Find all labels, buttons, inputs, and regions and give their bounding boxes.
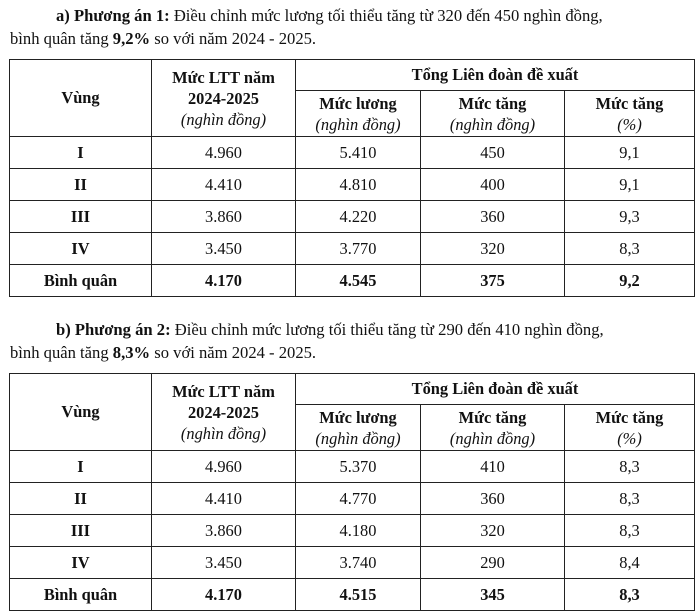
region-cell: II [10, 483, 152, 515]
pct-cell: 8,4 [565, 547, 695, 579]
region-cell: IV [10, 547, 152, 579]
section-b-label: b) [56, 320, 71, 339]
total-pct-cell: 9,2 [565, 265, 695, 297]
header-salary-label: Mức lương [319, 407, 397, 427]
header-base-unit: (nghìn đồng) [180, 423, 267, 443]
header-base-l1: Mức LTT năm [172, 67, 275, 87]
region-cell: I [10, 137, 152, 169]
total-pct-cell: 8,3 [565, 579, 695, 611]
header-salary-unit: (nghìn đồng) [315, 114, 401, 134]
salary-cell: 4.180 [296, 515, 421, 547]
header-increase-label: Mức tăng [458, 93, 527, 113]
header-base-salary [152, 60, 296, 137]
table-total-row [10, 265, 695, 297]
header-base-unit: (nghìn đồng) [180, 109, 267, 129]
header-salary [296, 405, 421, 451]
header-increase-pct [565, 91, 695, 137]
table-option-1 [9, 59, 695, 297]
total-base-cell: 4.170 [152, 579, 296, 611]
salary-cell: 4.220 [296, 201, 421, 233]
header-increase-pct-label: Mức tăng [595, 93, 664, 113]
table-option-2 [9, 373, 695, 611]
pct-cell: 8,3 [565, 483, 695, 515]
header-increase-unit: (nghìn đồng) [449, 114, 536, 134]
table-row [10, 515, 695, 547]
salary-cell: 4.770 [296, 483, 421, 515]
header-base-l2: 2024-2025 [187, 88, 260, 108]
base-cell: 4.960 [152, 451, 296, 483]
region-cell: III [10, 515, 152, 547]
increase-cell: 450 [421, 137, 565, 169]
region-cell: I [10, 451, 152, 483]
increase-cell: 410 [421, 451, 565, 483]
section-a-text-2: bình quân tăng [10, 29, 113, 48]
header-increase [421, 405, 565, 451]
region-cell: IV [10, 233, 152, 265]
table-row [10, 233, 695, 265]
pct-cell: 9,1 [565, 169, 695, 201]
total-region-cell: Bình quân [10, 579, 152, 611]
total-region-cell: Bình quân [10, 265, 152, 297]
header-base-salary [152, 374, 296, 451]
section-b-text-2: bình quân tăng [10, 343, 113, 362]
salary-cell: 3.770 [296, 233, 421, 265]
section-a-line-1 [10, 4, 692, 27]
table-total-row [10, 579, 695, 611]
table-row [10, 547, 695, 579]
header-region: Vùng [10, 60, 152, 137]
section-b-option: Phương án 2: [74, 320, 171, 339]
section-a-text-3: so với năm 2024 - 2025. [150, 29, 317, 48]
section-b-text-1: Điều chỉnh mức lương tối thiểu tăng từ 290 đến 410 nghìn đồng, [170, 320, 604, 339]
pct-cell: 9,1 [565, 137, 695, 169]
section-a-option: Phương án 1: [73, 6, 170, 25]
section-a-percent: 9,2% [112, 29, 151, 48]
section-b-percent: 8,3% [112, 343, 151, 362]
section-a-paragraph [10, 4, 692, 50]
base-cell: 3.450 [152, 233, 296, 265]
salary-cell: 4.810 [296, 169, 421, 201]
header-increase-pct-unit: (%) [617, 428, 642, 448]
increase-cell: 360 [421, 201, 565, 233]
header-proposal: Tổng Liên đoàn đề xuất [296, 60, 695, 91]
total-increase-cell: 375 [421, 265, 565, 297]
header-increase-unit: (nghìn đồng) [449, 428, 536, 448]
header-base-l1: Mức LTT năm [172, 381, 275, 401]
table-row [10, 201, 695, 233]
section-b-text-3: so với năm 2024 - 2025. [150, 343, 317, 362]
section-a-label: a) [56, 6, 70, 25]
salary-cell: 5.410 [296, 137, 421, 169]
pct-cell: 8,3 [565, 515, 695, 547]
section-b-paragraph [10, 318, 692, 364]
header-salary-label: Mức lương [319, 93, 397, 113]
table-row [10, 483, 695, 515]
region-cell: III [10, 201, 152, 233]
pct-cell: 9,3 [565, 201, 695, 233]
increase-cell: 360 [421, 483, 565, 515]
pct-cell: 8,3 [565, 233, 695, 265]
header-salary [296, 91, 421, 137]
total-base-cell: 4.170 [152, 265, 296, 297]
salary-cell: 5.370 [296, 451, 421, 483]
salary-cell: 3.740 [296, 547, 421, 579]
pct-cell: 8,3 [565, 451, 695, 483]
header-increase-pct-label: Mức tăng [595, 407, 664, 427]
header-increase [421, 91, 565, 137]
base-cell: 4.410 [152, 483, 296, 515]
table-row [10, 137, 695, 169]
total-salary-cell: 4.515 [296, 579, 421, 611]
total-increase-cell: 345 [421, 579, 565, 611]
increase-cell: 290 [421, 547, 565, 579]
total-salary-cell: 4.545 [296, 265, 421, 297]
header-increase-pct-unit: (%) [617, 114, 642, 134]
header-region: Vùng [10, 374, 152, 451]
table-row [10, 451, 695, 483]
base-cell: 3.450 [152, 547, 296, 579]
base-cell: 3.860 [152, 515, 296, 547]
base-cell: 4.960 [152, 137, 296, 169]
header-increase-pct [565, 405, 695, 451]
header-proposal: Tổng Liên đoàn đề xuất [296, 374, 695, 405]
base-cell: 4.410 [152, 169, 296, 201]
increase-cell: 320 [421, 515, 565, 547]
table-row [10, 169, 695, 201]
increase-cell: 320 [421, 233, 565, 265]
base-cell: 3.860 [152, 201, 296, 233]
region-cell: II [10, 169, 152, 201]
section-b-line-1 [10, 318, 692, 341]
header-base-l2: 2024-2025 [187, 402, 260, 422]
increase-cell: 400 [421, 169, 565, 201]
section-a-text-1: Điều chỉnh mức lương tối thiểu tăng từ 320 đến 450 nghìn đồng, [169, 6, 603, 25]
header-increase-label: Mức tăng [458, 407, 527, 427]
header-salary-unit: (nghìn đồng) [315, 428, 401, 448]
